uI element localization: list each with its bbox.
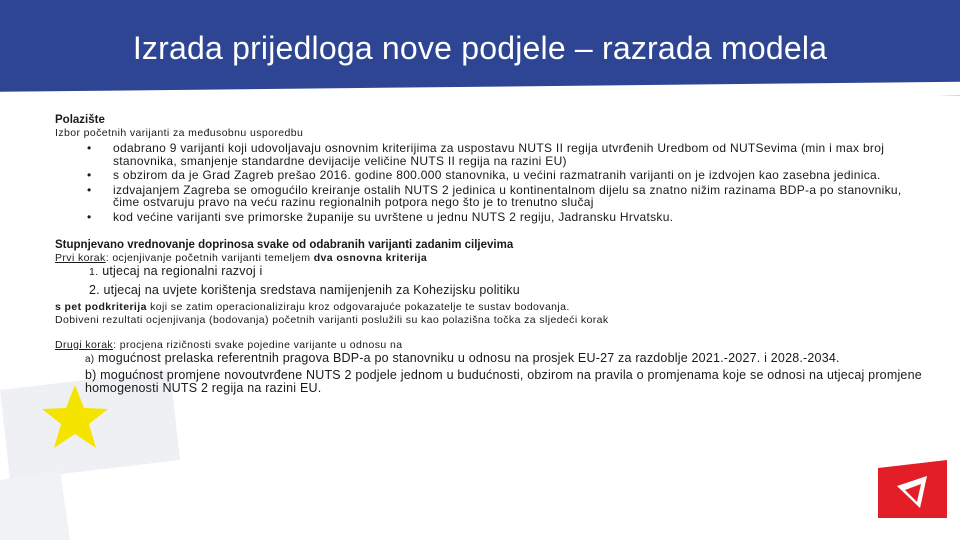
title-banner bbox=[0, 0, 960, 103]
item-a-label: a) bbox=[85, 354, 95, 365]
banner-edge-fill bbox=[0, 96, 960, 103]
bullet-text: izdvajanjem Zagreba se omogućilo kreiranje ostalih NUTS 2 jedinica u kontinentalnom dijelu sa znatno nižim razinama BDP-a po stanovniku, čime ostvaruju pravo na veću razinu regionalnih potpora nego što je to trenutno slučaj bbox=[113, 182, 902, 209]
bullet-list bbox=[55, 142, 925, 223]
first-step-bold: dva osnovna kriterija bbox=[313, 252, 428, 264]
results-line: Dobiveni rezultati ocjenjivanja (bodovanja) početnih varijanti poslužili su kao polazišna točka za sljedeći korak bbox=[55, 314, 609, 326]
slide-content bbox=[55, 114, 925, 395]
bullet-icon: • bbox=[87, 182, 92, 197]
first-step-label: Prvi korak bbox=[55, 252, 106, 264]
subcriteria-bold: s pet podkriterija bbox=[55, 301, 147, 313]
bullet-text: odabrano 9 varijanti koji udovoljavaju osnovnim kriterijima za uspostavu NUTS II regija utvrđenih Uredbom od NUTSevima (min i max broj stanovnika, smanjenje standardne devijacije veličine NUTS II regija na razini EU) bbox=[113, 141, 885, 168]
item-b: b) mogućnost promjene novoutvrđene NUTS 2 podjele jednom u budućnosti, obzirom na pravila o promjenama koje se odnosi na utjecaj promjene homogenosti NUTS 2 regija na razini EU. bbox=[85, 368, 922, 395]
second-step-text: : procjena rizičnosti svake pojedine varijante u odnosu na bbox=[113, 339, 403, 351]
criterion-1 bbox=[55, 265, 925, 279]
section-heading-polaziste: Polazište bbox=[55, 114, 105, 126]
bullet-icon: • bbox=[87, 141, 92, 155]
subheading-izbor: Izbor početnih varijanti za međusobnu usporedbu bbox=[55, 127, 304, 139]
bullet-text: s obzirom da je Grad Zagreb prešao 2016. godine 800.000 stanovnika, u većini razmatranih varijanti on je izdvojen kao zasebna jedinica. bbox=[113, 168, 881, 182]
flag-shape-lower bbox=[0, 470, 70, 540]
criterion-1-text: utjecaj na regionalni razvoj i bbox=[98, 264, 263, 278]
item-a-text: mogućnost prelaska referentnih pragova BDP-a po stanovniku u odnosu na prosjek EU-27 za razdoblje 2021.-2027. i 2028.-2034. bbox=[94, 351, 840, 365]
section-heading-stupnjevano: Stupnjevano vrednovanje doprinosa svake od odabranih varijanti zadanim ciljevima bbox=[55, 239, 514, 251]
logo-icon bbox=[875, 460, 950, 520]
criterion-1-number: 1. bbox=[89, 266, 99, 278]
bullet-icon: • bbox=[87, 168, 92, 182]
item-a bbox=[55, 352, 925, 366]
page-title: Izrada prijedloga nove podjele – razrada modela bbox=[132, 30, 828, 66]
criterion-2: 2. utjecaj na uvjete korištenja sredstava namijenjenih za Kohezijsku politiku bbox=[89, 283, 520, 297]
bullet-text: kod većine varijanti sve primorske županije su uvrštene u jednu NUTS 2 regiju, Jadransku Hrvatsku. bbox=[113, 209, 674, 224]
second-step-label: Drugi korak bbox=[55, 339, 114, 351]
list-item bbox=[55, 169, 925, 182]
bullet-icon: • bbox=[87, 209, 92, 224]
first-step-text: : ocjenjivanje početnih varijanti temeljem bbox=[105, 252, 314, 264]
list-item bbox=[55, 184, 925, 209]
list-item bbox=[55, 142, 925, 167]
list-item bbox=[55, 211, 925, 224]
subcriteria-text: koji se zatim operacionaliziraju kroz odgovarajuće pokazatelje te sustav bodovanja. bbox=[146, 301, 570, 313]
subcriteria-line bbox=[55, 301, 925, 314]
